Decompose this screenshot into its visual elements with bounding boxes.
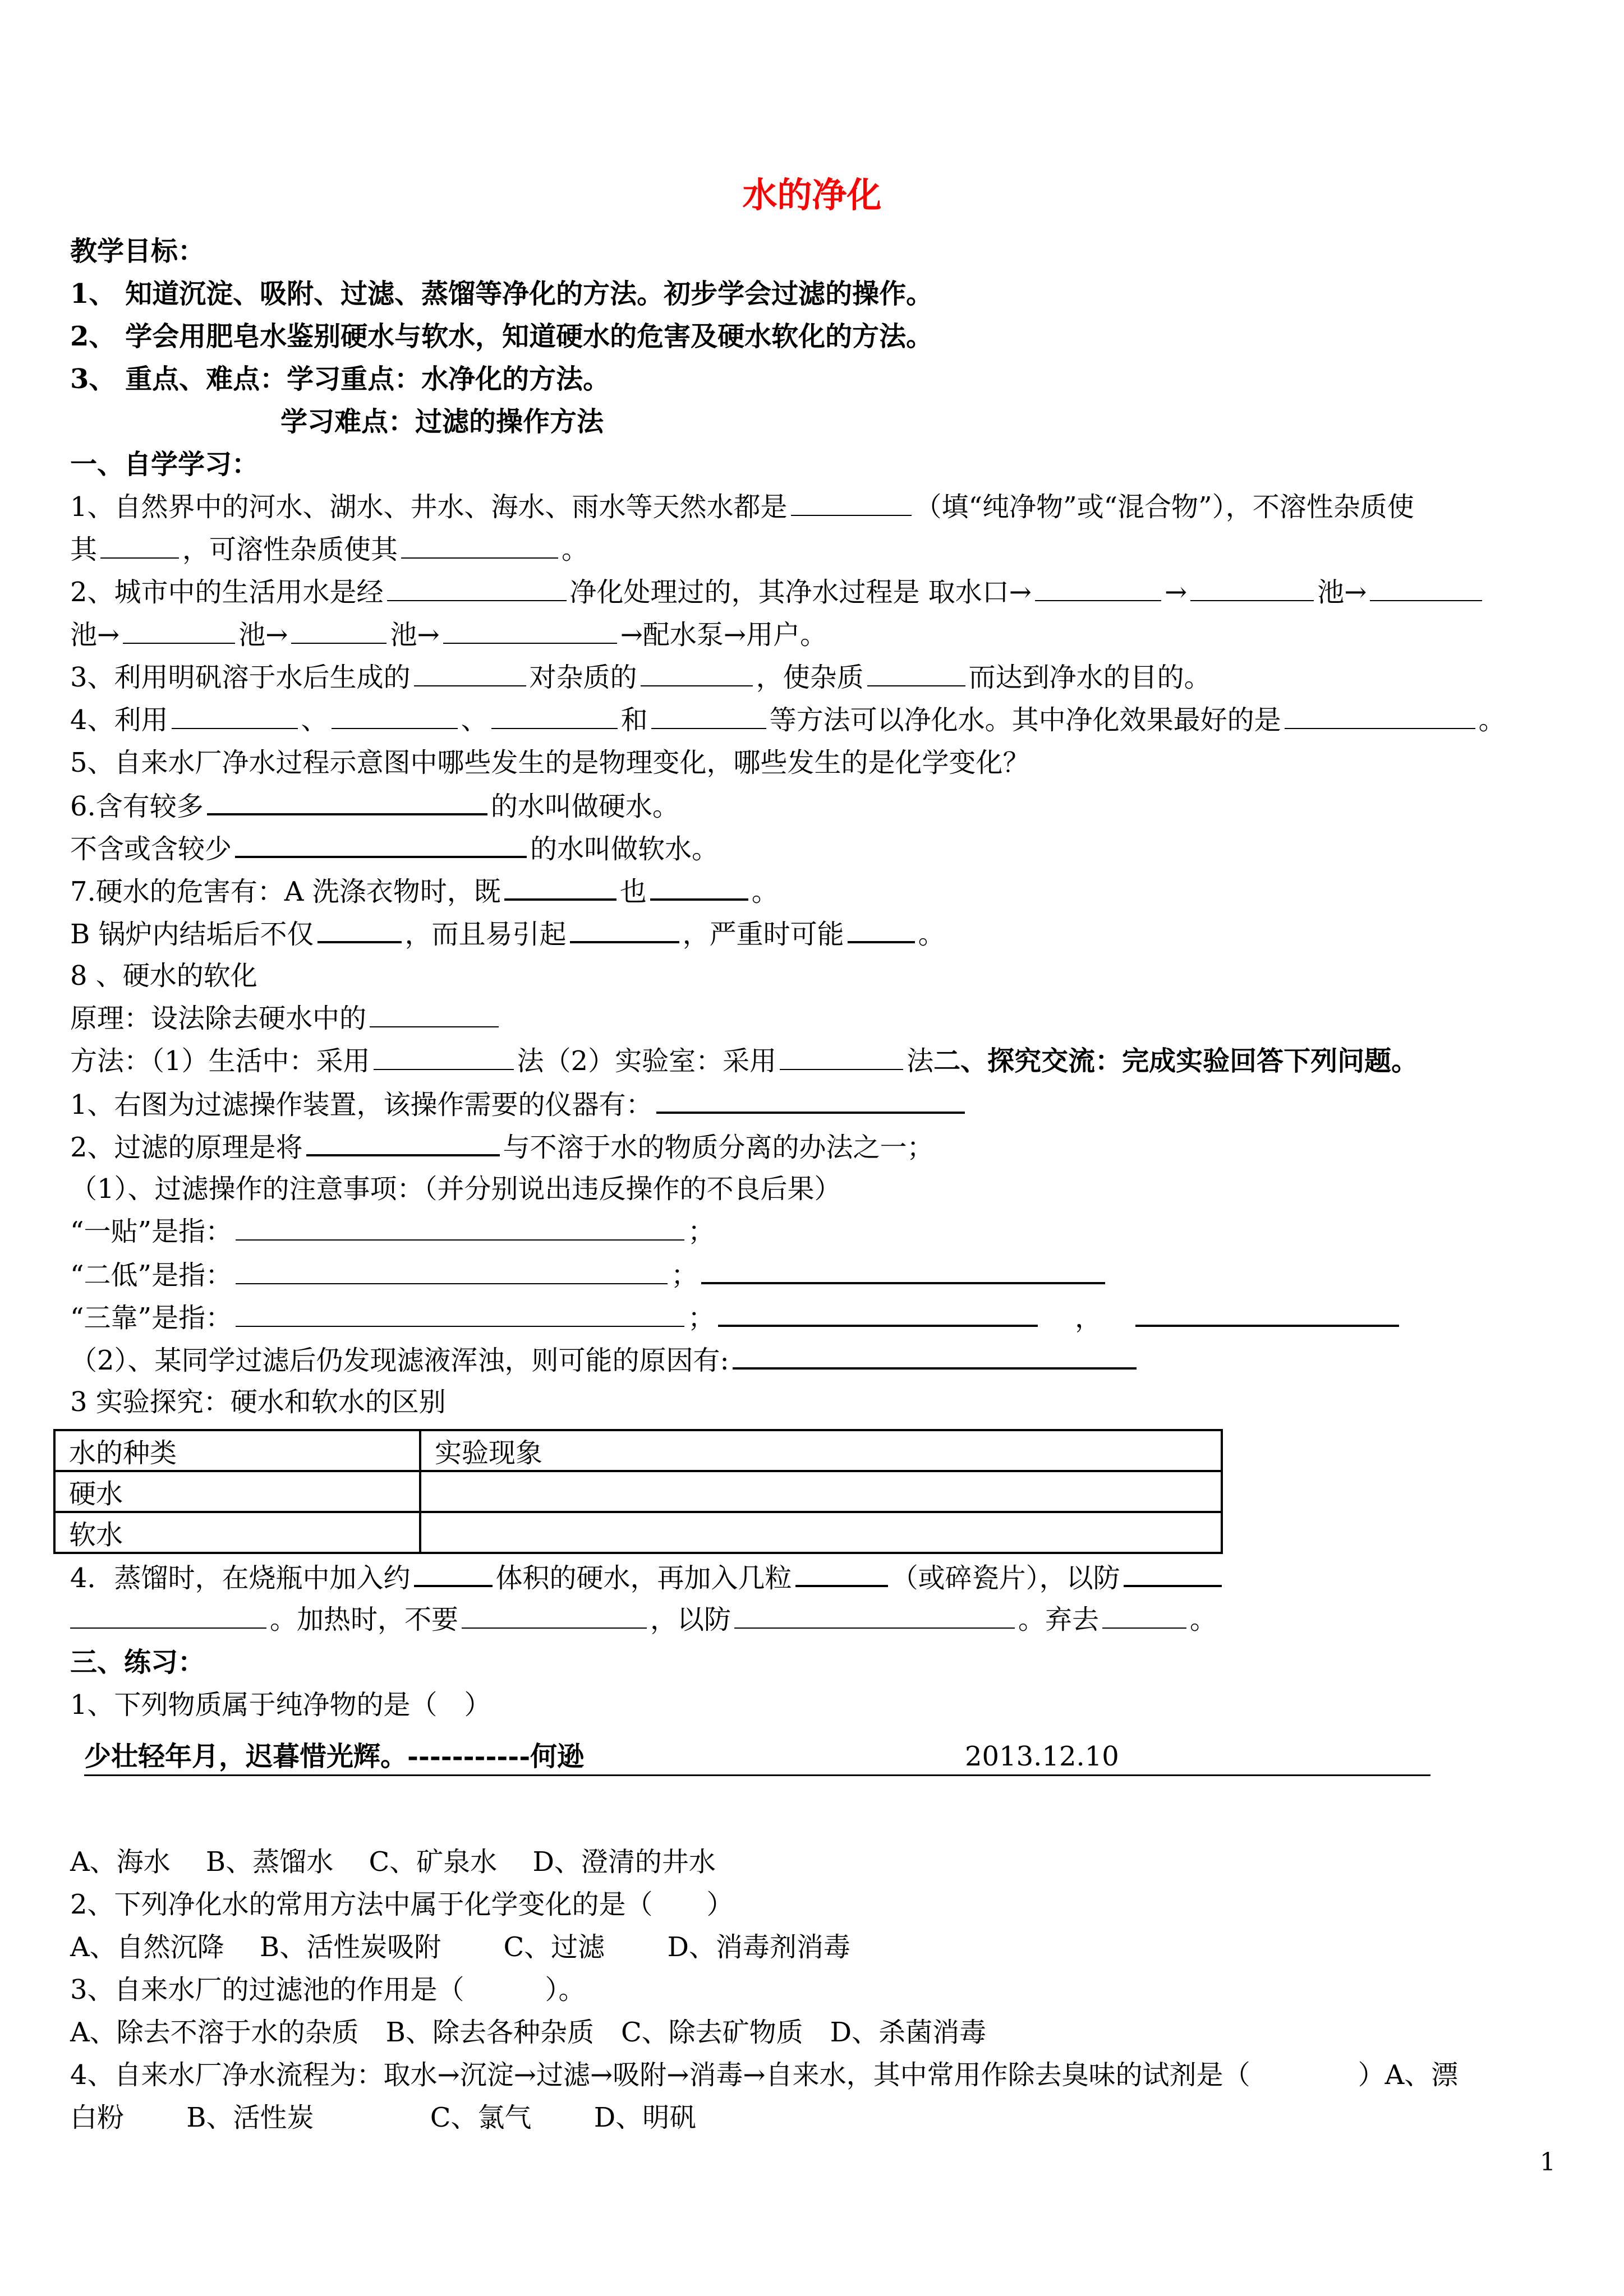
blank[interactable] <box>291 618 387 644</box>
blank[interactable] <box>1370 575 1482 601</box>
motto-text: 少壮轻年月，迟暮惜光辉。-----------何逊 <box>84 1741 585 1772</box>
blank[interactable] <box>100 533 179 559</box>
goal-3-difficulty: 学习难点：过滤的操作方法 <box>280 406 604 437</box>
blank[interactable] <box>414 661 526 686</box>
table-header-cell: 水的种类 <box>54 1430 420 1471</box>
exploration-1: 1、右图为过滤操作装置，该操作需要的仪器有： <box>70 1087 968 1122</box>
practice-4-options: 白粉 B、活性炭 C、氯气 D、明矾 <box>70 2102 697 2133</box>
table-cell-empty[interactable] <box>420 1512 1222 1553</box>
blank[interactable] <box>734 1603 1015 1629</box>
blank[interactable] <box>443 618 617 644</box>
blank[interactable] <box>1285 703 1475 729</box>
blank[interactable] <box>70 1603 266 1629</box>
blank[interactable] <box>656 1087 965 1114</box>
blank[interactable] <box>414 1560 493 1587</box>
blank[interactable] <box>867 661 965 686</box>
blank[interactable] <box>504 874 617 901</box>
question-1-line-1: 1、自然界中的河水、湖水、井水、海水、雨水等天然水都是 （填“纯净物”或“混合物”），不溶性杂质使 <box>70 491 1414 523</box>
table-row <box>54 1471 1222 1512</box>
practice-2: 2、下列净化水的常用方法中属于化学变化的是（ ） <box>70 1889 734 1920</box>
question-8-method: 方法：（1）生活中：采用 法（2）实验室：采用 法二、探究交流：完成实验回答下列问题。 <box>70 1045 1419 1077</box>
question-5: 5、自来水厂净水过程示意图中哪些发生的是物理变化，哪些发生的是化学变化？ <box>70 747 1030 778</box>
table-cell: 软水 <box>54 1512 420 1553</box>
exploration-2: 2、过滤的原理是将 与不溶于水的物质分离的办法之一； <box>70 1129 934 1164</box>
blank[interactable] <box>848 916 915 943</box>
question-1-line-2: 其 ，可溶性杂质使其 。 <box>70 534 589 565</box>
blank[interactable] <box>1102 1603 1186 1629</box>
question-4: 4、利用 、 、 和 等方法可以净化水。其中净化效果最好的是 。 <box>70 704 1506 736</box>
table-cell: 硬水 <box>54 1471 420 1512</box>
blank[interactable] <box>123 618 235 644</box>
motto-footer <box>84 1739 1430 1776</box>
blank[interactable] <box>491 703 618 729</box>
question-2-line-1: 2、城市中的生活用水是经 净化处理过的，其净水过程是 取水口→ → 池→ <box>70 575 1485 609</box>
blank[interactable] <box>718 1300 1038 1327</box>
motto-date: 2013.12.10 <box>965 1741 1119 1772</box>
practice-4: 4、自来水厂净水流程为：取水→沉淀→过滤→吸附→消毒→自来水，其中常用作除去臭味的试剂是（ ）A、漂 <box>70 2059 1459 2091</box>
blank[interactable] <box>374 1044 514 1070</box>
blank[interactable] <box>462 1603 647 1629</box>
distillation-line-1: 4．蒸馏时，在烧瓶中加入约 体积的硬水，再加入几粒 （或碎瓷片），以防 <box>70 1560 1225 1595</box>
practice-3: 3、自来水厂的过滤池的作用是（ ）。 <box>70 1974 586 2005</box>
page-number: 1 <box>1540 2148 1556 2177</box>
blank[interactable] <box>387 575 567 601</box>
experiment-3-heading: 3 实验探究：硬水和软水的区别 <box>70 1386 446 1418</box>
blank[interactable] <box>641 661 753 686</box>
goal-1: 1、 知道沉淀、吸附、过滤、蒸馏等净化的方法。初步学会过滤的操作。 <box>70 278 933 310</box>
blank[interactable] <box>1190 575 1314 601</box>
table-row <box>54 1512 1222 1553</box>
one-stick-line: “一贴”是指： ； <box>70 1216 715 1247</box>
question-6-line-1: 6.含有较多 的水叫做硬水。 <box>70 789 679 823</box>
practice-2-options: A、自然沉降 B、活性炭吸附 C、过滤 D、消毒剂消毒 <box>70 1931 850 1963</box>
question-6-line-2: 不含或含较少 的水叫做软水。 <box>70 831 719 866</box>
table-cell-empty[interactable] <box>420 1471 1222 1512</box>
blank[interactable] <box>795 1560 888 1587</box>
question-7-line-2: B 锅炉内结垢后不仅 ，而且易引起 ，严重时可能 。 <box>70 916 945 951</box>
blank[interactable] <box>236 1215 684 1241</box>
practice-3-options: A、除去不溶于水的杂质 B、除去各种杂质 C、除去矿物质 D、杀菌消毒 <box>70 2017 987 2048</box>
blank[interactable] <box>370 1002 499 1027</box>
practice-1-options: A、海水 B、蒸馏水 C、矿泉水 D、澄清的井水 <box>70 1846 716 1878</box>
blank[interactable] <box>236 1301 684 1327</box>
blank[interactable] <box>207 789 487 815</box>
question-8-principle: 原理：设法除去硬水中的 <box>70 1002 502 1035</box>
question-8-heading: 8 、硬水的软化 <box>70 960 257 992</box>
blank[interactable] <box>332 703 458 729</box>
blank[interactable] <box>733 1343 1137 1370</box>
blank[interactable] <box>650 874 748 901</box>
question-3: 3、利用明矾溶于水后生成的 对杂质的 ，使杂质 而达到净水的目的。 <box>70 662 1211 693</box>
table-row <box>54 1430 1222 1471</box>
section-2-heading: 二、探究交流：完成实验回答下列问题。 <box>933 1045 1419 1077</box>
blank[interactable] <box>236 1258 668 1284</box>
two-low-line: “二低”是指： ； <box>70 1257 1108 1292</box>
blank[interactable] <box>401 533 558 559</box>
exploration-2-notes: （1）、过滤操作的注意事项：（并分别说出违反操作的不良后果） <box>70 1173 841 1205</box>
blank[interactable] <box>651 703 766 729</box>
goal-2: 2、 学会用肥皂水鉴别硬水与软水，知道硬水的危害及硬水软化的方法。 <box>70 321 933 352</box>
table-header-cell: 实验现象 <box>420 1430 1222 1471</box>
blank[interactable] <box>306 1129 500 1156</box>
blank[interactable] <box>1124 1560 1222 1587</box>
hard-soft-water-table <box>53 1429 1223 1554</box>
three-lean-line: “三靠”是指： ； ， <box>70 1300 1402 1335</box>
practice-1: 1、下列物质属于纯净物的是（ ） <box>70 1689 491 1721</box>
blank[interactable] <box>570 916 679 943</box>
page-title: 水的净化 <box>742 174 882 215</box>
blank[interactable] <box>780 1044 903 1070</box>
turbid-filtrate-question: （2）、某同学过滤后仍发现滤液浑浊，则可能的原因有: <box>70 1343 1140 1377</box>
distillation-line-2: 。加热时，不要 ，以防 。弃去 。 <box>70 1603 1217 1636</box>
goals-heading: 教学目标： <box>70 236 205 267</box>
goal-3: 3、 重点、难点：学习重点：水净化的方法。 <box>70 363 610 395</box>
section-3-heading: 三、练习： <box>70 1647 205 1678</box>
blank[interactable] <box>1035 575 1161 601</box>
blank[interactable] <box>235 831 527 858</box>
section-1-heading: 一、自学学习： <box>70 449 259 480</box>
question-2-line-2: 池→ 池→ 池→ →配水泵→用户。 <box>70 619 827 651</box>
question-7-line-1: 7.硬水的危害有：A 洗涤衣物时，既 也 。 <box>70 874 779 909</box>
blank[interactable] <box>701 1257 1105 1284</box>
blank[interactable] <box>791 490 912 516</box>
blank[interactable] <box>318 916 402 943</box>
blank[interactable] <box>172 703 298 729</box>
blank[interactable] <box>1135 1300 1399 1327</box>
